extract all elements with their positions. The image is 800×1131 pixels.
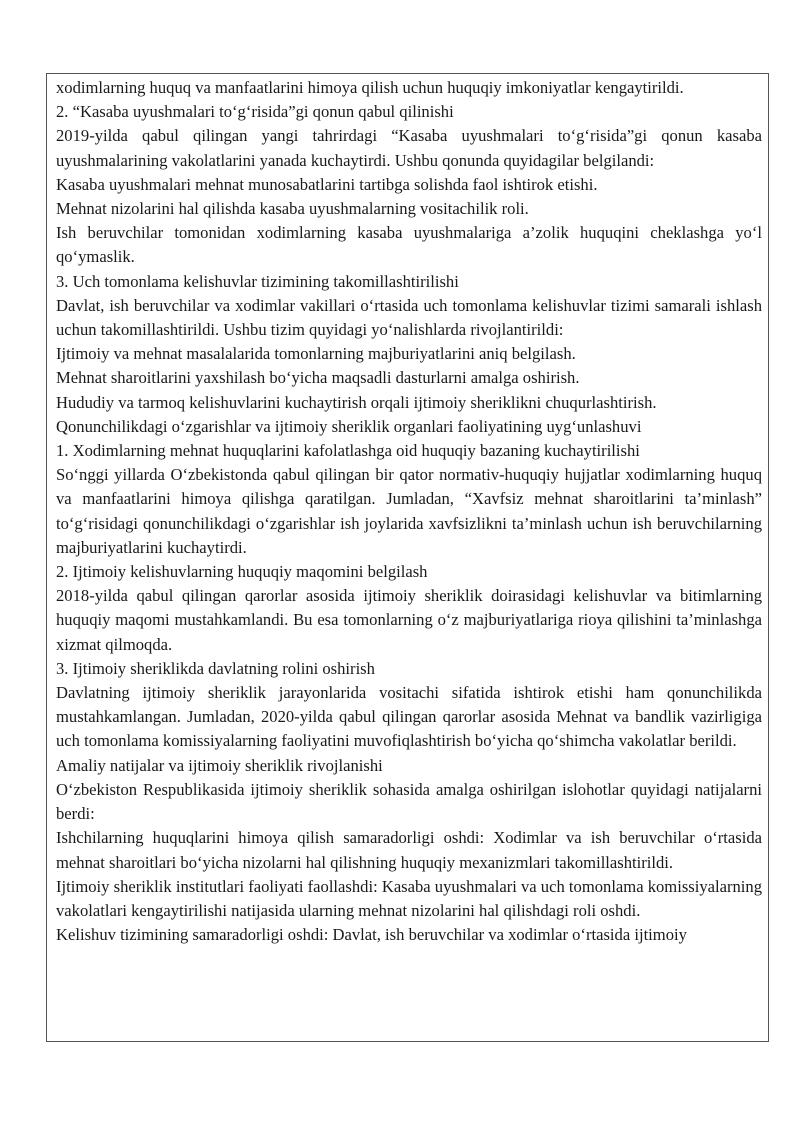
- paragraph: xodimlarning huquq va manfaatlarini himoya qilish uchun huquqiy imkoniyatlar kengaytirildi.: [56, 78, 684, 97]
- section-heading: 3. Uch tomonlama kelishuvlar tizimining takomillashtirilishi: [56, 271, 459, 291]
- paragraph: O‘zbekiston Respublikasida ijtimoiy sheriklik sohasida amalga oshirilgan islohotlar quyidagi natijalarni berdi:: [56, 779, 762, 824]
- list-item: Mehnat sharoitlarini yaxshilash bo‘yicha maqsadli dasturlarni amalga oshirish.: [56, 368, 580, 388]
- list-item: Ijtimoiy va mehnat masalalarida tomonlarning majburiyatlarini aniq belgilash.: [56, 344, 576, 364]
- section-heading: Qonunchilikdagi o‘zgarishlar va ijtimoiy sheriklik organlari faoliyatining uyg‘unlashuvi: [56, 416, 642, 436]
- list-item: Hududiy va tarmoq kelishuvlarini kuchaytirish orqali ijtimoiy sheriklikni chuqurlashtirish.: [56, 392, 657, 412]
- section-heading: 3. Ijtimoiy sheriklikda davlatning rolini oshirish: [56, 658, 375, 678]
- section-heading: 2. “Kasaba uyushmalari to‘g‘risida”gi qonun qabul qilinishi: [56, 102, 454, 122]
- paragraph: So‘nggi yillarda O‘zbekistonda qabul qilingan bir qator normativ-huquqiy hujjatlar xodimlarning huquq va manfaatlarini himoya qilishga qaratilgan. Jumladan, “Xavfsiz mehnat sharoitlarini ta’minlash” to‘g‘risidagi qonunchilikdagi o‘zgarishlar ish joylarida xavfsizlikni ta’minlash uchun ish beruvchilarning majburiyatlarini kuchaytirdi.: [56, 465, 762, 557]
- paragraph: Davlat, ish beruvchilar va xodimlar vakillari o‘rtasida uch tomonlama kelishuvlar tizimi samarali ishlash uchun takomillashtirildi. Ushbu tizim quyidagi yo‘nalishlarda rivojlantirildi:: [56, 295, 762, 340]
- list-item: Ijtimoiy sheriklik institutlari faoliyati faollashdi: Kasaba uyushmalari va uch tomonlama komissiyalarning vakolatlari kengaytirilishi natijasida ularning mehnat nizolarini hal qilishdagi roli oshdi.: [56, 876, 763, 920]
- section-heading: 2. Ijtimoiy kelishuvlarning huquqiy maqomini belgilash: [56, 562, 428, 582]
- list-item: Kasaba uyushmalari mehnat munosabatlarini tartibga solishda faol ishtirok etishi.: [56, 174, 598, 194]
- section-heading: 1. Xodimlarning mehnat huquqlarini kafolatlashga oid huquqiy bazaning kuchaytirilishi: [56, 441, 640, 461]
- page-frame: [46, 73, 769, 1042]
- document-body: [47, 74, 768, 947]
- list-item: Ishchilarning huquqlarini himoya qilish samaradorligi oshdi: Xodimlar va ish beruvchilar o‘rtasida mehnat sharoitlari bo‘yicha nizolarni hal qilishning huquqiy mexanizmlari takomillashtirildi.: [56, 828, 762, 872]
- paragraph: Davlatning ijtimoiy sheriklik jarayonlarida vositachi sifatida ishtirok etishi ham qonunchilikda mustahkamlangan. Jumladan, 2020-yilda qabul qilingan qarorlar asosida Mehnat va bandlik vazirligiga uch tomonlama komissiyalarning faoliyatini muvofiqlashtirish bo‘yicha qo‘shimcha vakolatlar berildi.: [56, 683, 762, 751]
- list-item: Ish beruvchilar tomonidan xodimlarning kasaba uyushmalariga a’zolik huquqini cheklashga yo‘l qo‘ymaslik.: [56, 223, 762, 267]
- list-item: Mehnat nizolarini hal qilishda kasaba uyushmalarning vositachilik roli.: [56, 199, 529, 219]
- list-item: Kelishuv tizimining samaradorligi oshdi: Davlat, ish beruvchilar va xodimlar o‘rtasida ijtimoiy: [56, 925, 687, 945]
- paragraph: 2018-yilda qabul qilingan qarorlar asosida ijtimoiy sheriklik doirasidagi kelishuvlar va bitimlarning huquqiy maqomi mustahkamlandi. Bu esa tomonlarning o‘z majburiyatlariga rioya qilishini ta’minlashga xizmat qilmoqda.: [56, 586, 762, 654]
- section-heading: Amaliy natijalar va ijtimoiy sheriklik rivojlanishi: [56, 755, 383, 775]
- paragraph: 2019-yilda qabul qilingan yangi tahrirdagi “Kasaba uyushmalari to‘g‘risida”gi qonun kasaba uyushmalarining vakolatlarini yanada kuchaytirdi. Ushbu qonunda quyidagilar belgilandi:: [56, 126, 762, 170]
